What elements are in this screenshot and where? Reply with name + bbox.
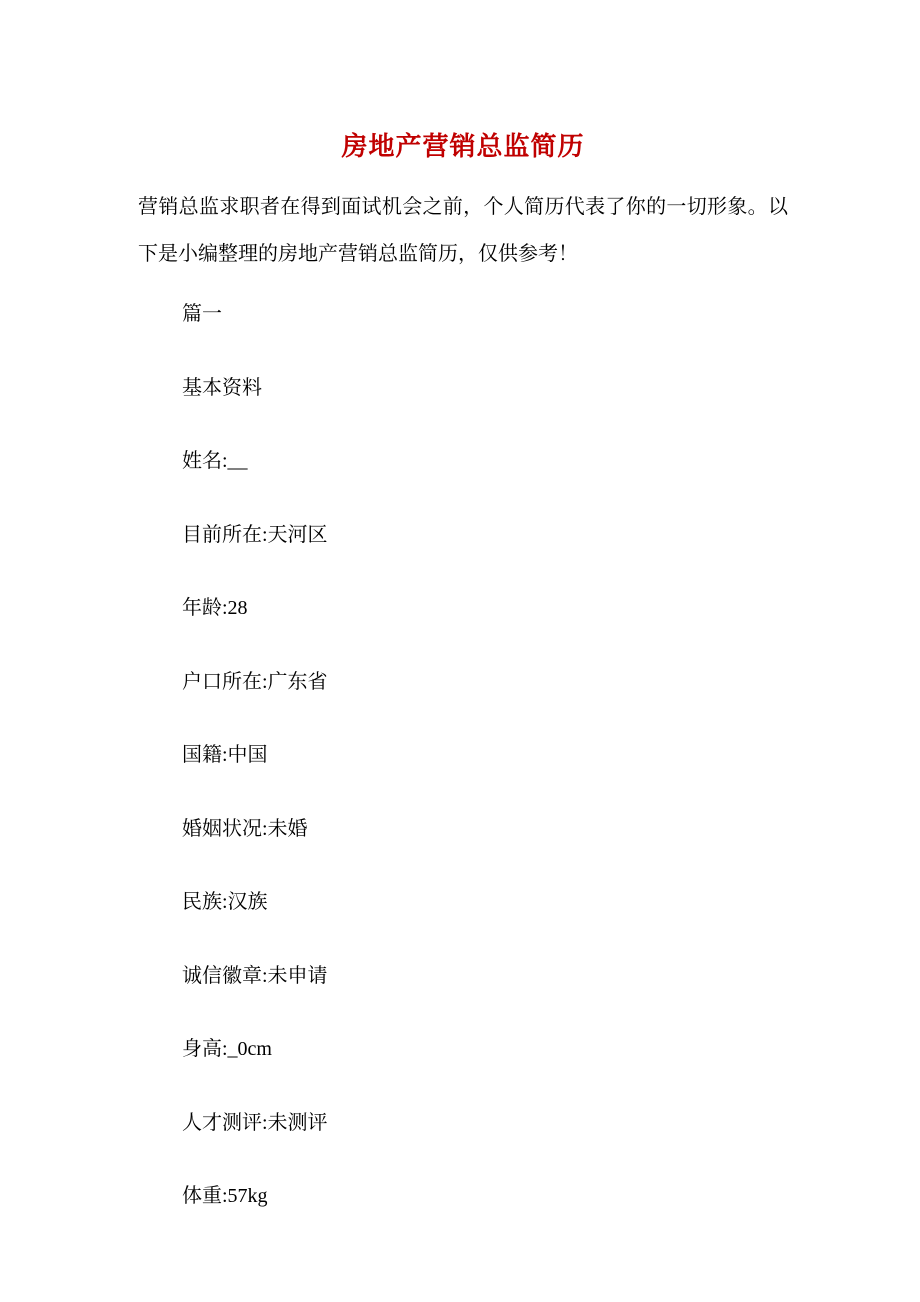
field-household-registration: 户口所在:广东省 <box>182 670 328 693</box>
field-age: 年龄:28 <box>182 597 248 619</box>
field-current-location: 目前所在:天河区 <box>182 523 328 546</box>
field-ethnicity: 民族:汉族 <box>182 891 268 913</box>
section-heading-part-one: 篇一 <box>182 303 222 325</box>
field-talent-assessment: 人才测评:未测评 <box>182 1111 328 1134</box>
document-title: 房地产营销总监简历 <box>341 132 585 161</box>
section-heading-basic-info: 基本资料 <box>182 376 262 399</box>
field-nationality: 国籍:中国 <box>182 744 268 766</box>
field-height: 身高:_0cm <box>182 1038 272 1060</box>
field-marital-status: 婚姻状况:未婚 <box>182 817 308 840</box>
field-weight: 体重:57kg <box>182 1185 268 1207</box>
field-name: 姓名:__ <box>182 450 248 472</box>
field-integrity-badge: 诚信徽章:未申请 <box>182 964 328 987</box>
intro-paragraph: 营销总监求职者在得到面试机会之前，个人简历代表了你的一切形象。以下是小编整理的房地产营销总监简历，仅供参考！ <box>138 196 788 265</box>
